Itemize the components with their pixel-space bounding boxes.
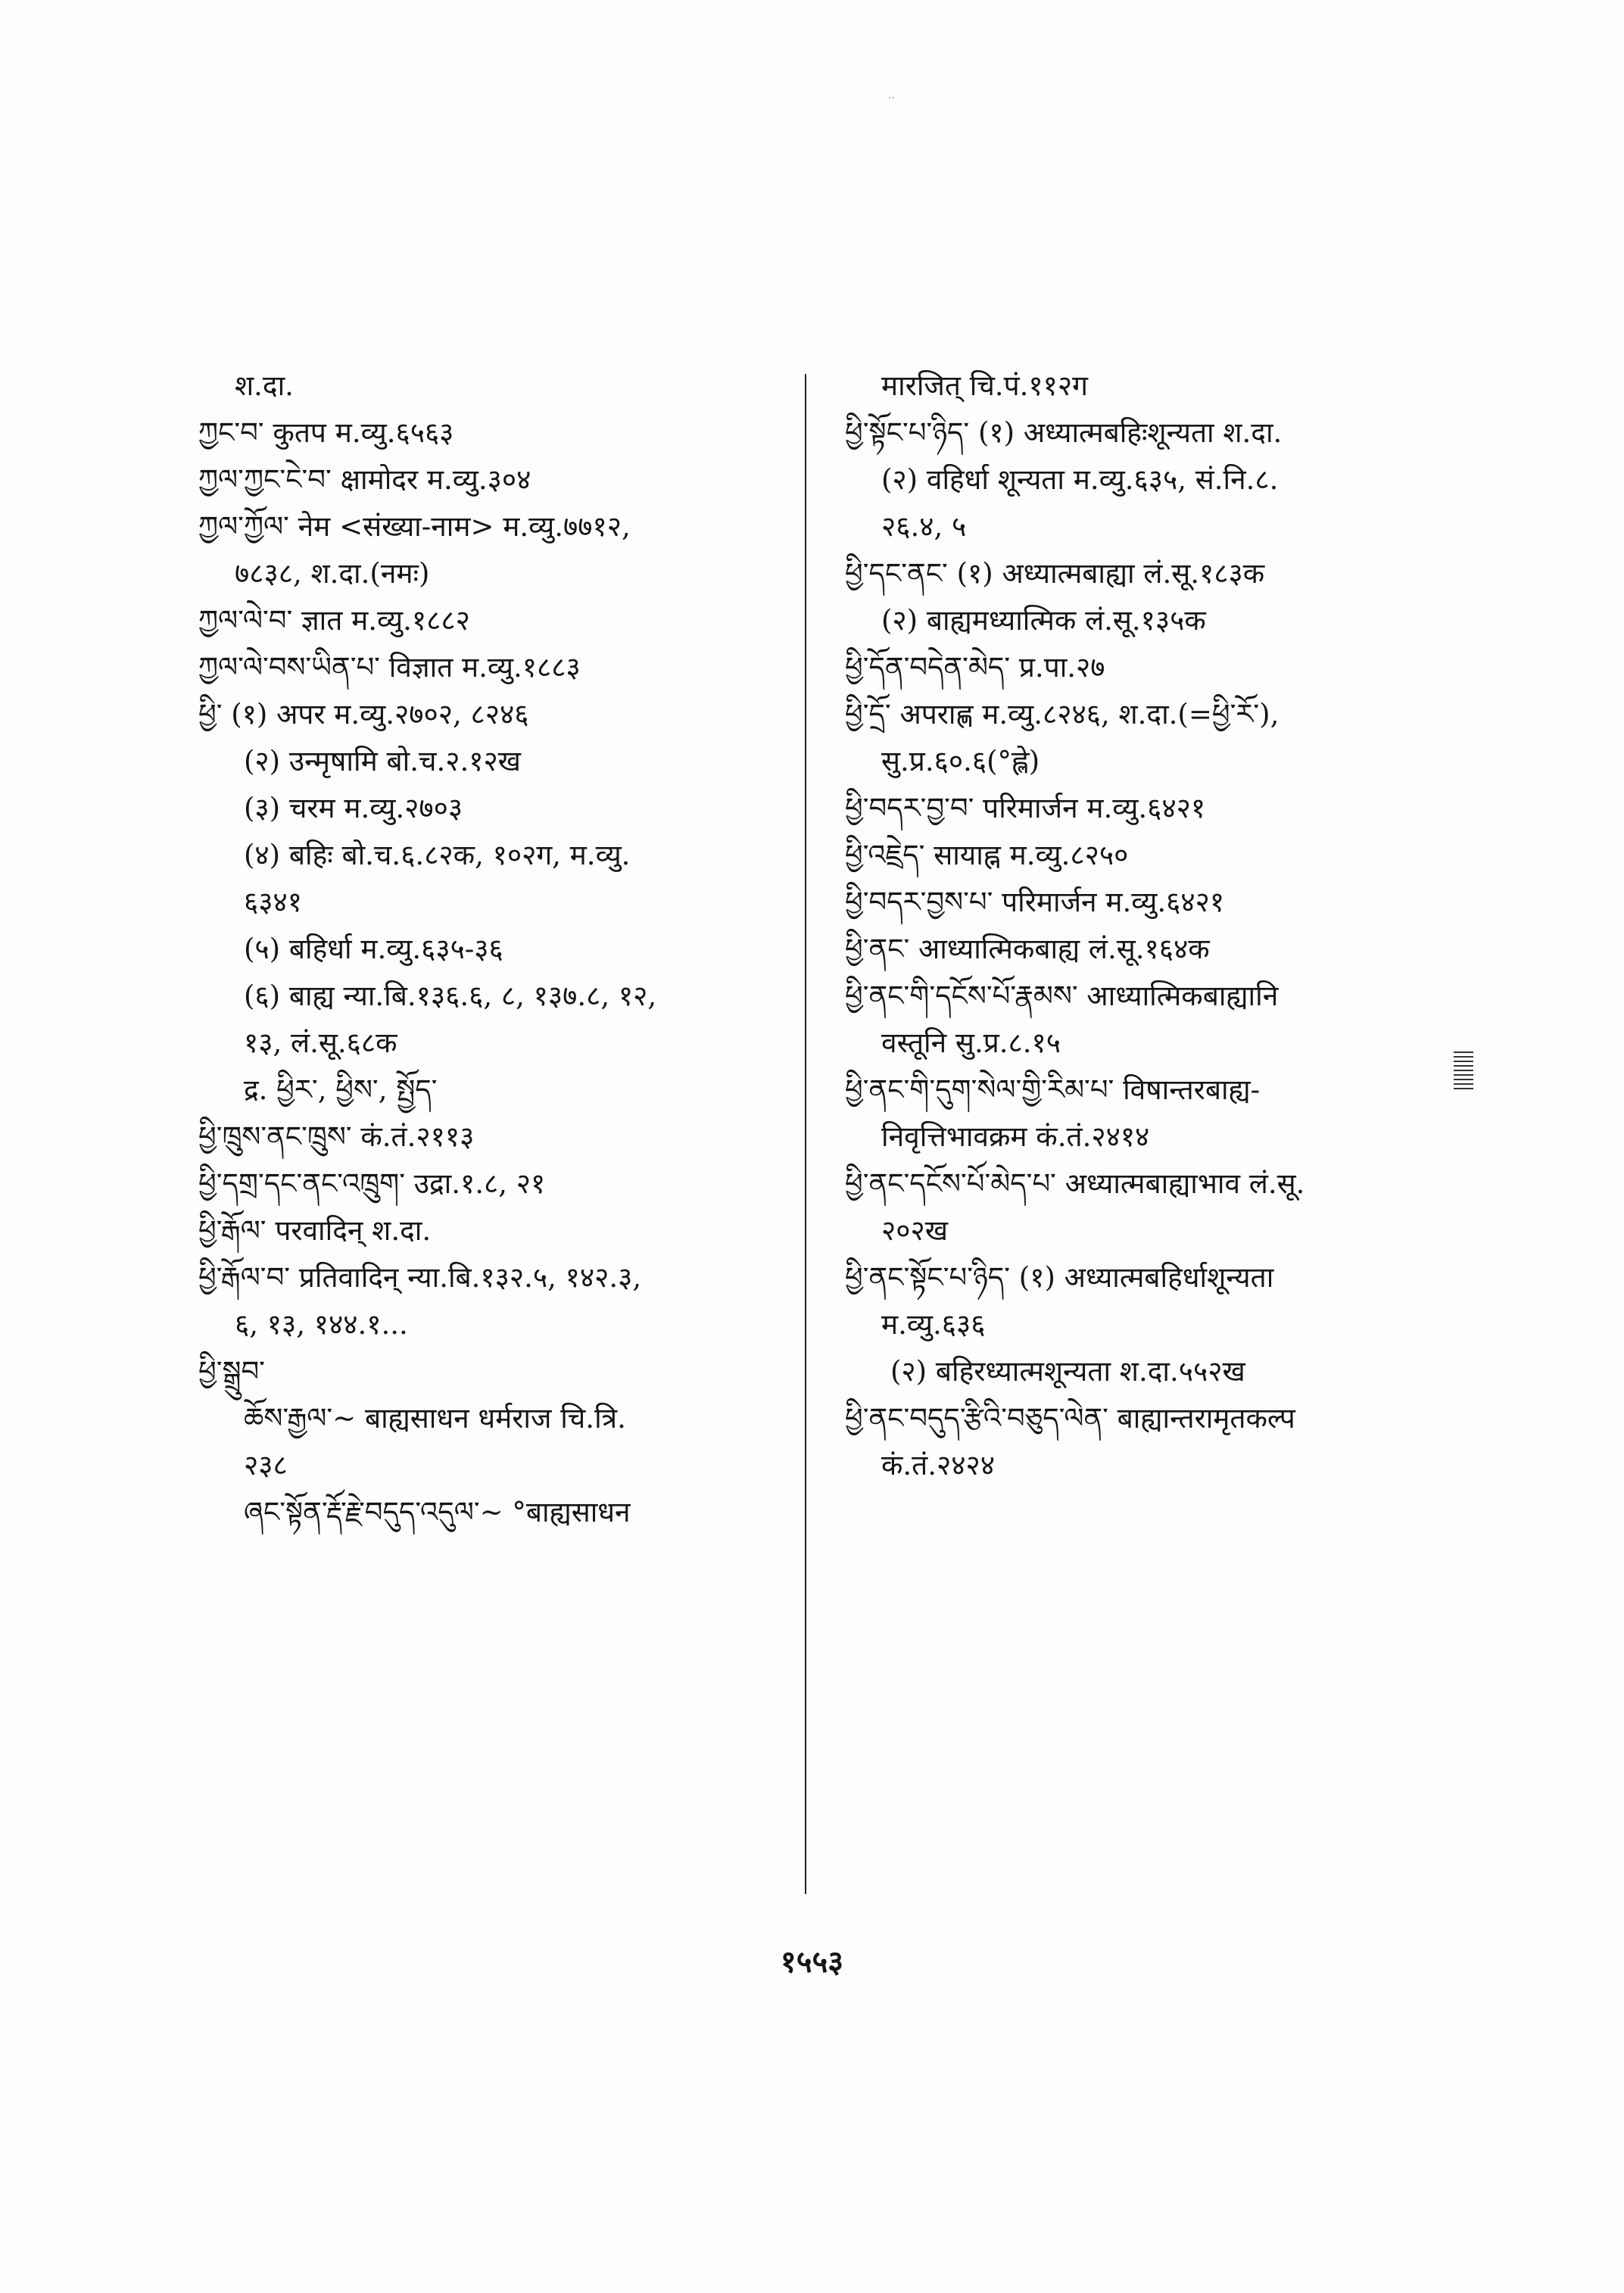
entry-line: २३८ [244,1449,288,1481]
entry-line: वस्तूनि सु.प्र.८.१५ [881,1027,1061,1059]
entry-line: १३, लं.सू.६८क [244,1027,397,1059]
entry-line: ཕྱི་དོན་བདེན་མེད་ प्र.पा.२७ [845,651,1105,684]
entry-line: सु.प्र.६०.६(°ह्ले) [881,745,1040,777]
entry-line: ཕྱི་དང་ནང་ (१) अध्यात्मबाह्या लं.सू.१८३क [845,557,1265,590]
entry-line: ཀྱལ་ལེ་བ་ ज्ञात म.व्यु.१८८२ [198,604,470,637]
entry-line: (६) बाह्य न्या.बि.१३६.६, ८, १३७.८, १२, [244,980,657,1012]
entry-line: ཕྱི་ནང་དངོས་པོ་མེད་པ་ अध्यात्मबाह्याभाव लं.सू. [845,1167,1305,1200]
entry-line: ७८३८, श.दा.(नमः) [235,557,430,590]
margin-mark [1454,1051,1473,1091]
entry-line: २६.४, ५ [881,510,967,543]
entry-line: निवृत्तिभावक्रम कं.तं.२४१४ [881,1120,1150,1153]
entry-line: ཕྱི་ཁྲུས་ནང་ཁྲུས་ कं.तं.२११३ [198,1120,475,1153]
entry-line: ཕྱི་ནང་སྟོང་པ་ཉིད་ (१) अध्यात्मबहिर्धाशून्यता [845,1261,1274,1294]
entry-line: (२) वहिर्धा शून्यता म.व्यु.६३५, सं.नि.८. [881,463,1279,496]
entry-line: ཕྱི་ནང་གི་དངོས་པོ་རྣམས་ आध्यात्मिकबाह्यानि [845,980,1279,1012]
entry-line: ६३४१ [244,886,302,918]
entry-line: ཕྱི་སྒྲུབ་ [198,1355,265,1388]
entry-line: (२) बाह्यमध्यात्मिक लं.सू.१३५क [881,604,1206,637]
entry-line: ཕྱི་བདར་བྱ་བ་ परिमार्जन म.व्यु.६४२१ [845,792,1206,824]
entry-line: ཀྱལ་ལེ་བས་ཡིན་པ་ विज्ञात म.व्यु.१८८३ [198,651,581,684]
entry-line: (२) उन्मृषामि बो.च.२.१२ख [244,745,521,777]
entry-line: ཕྱི་འཇྲེད་ सायाह्न म.व्यु.८२५० [845,839,1129,871]
entry-line: ཕྱི་དྲོ་ अपराह्ण म.व्यु.८२४६, श.दा.(=ཕྱི་རོ་), [845,698,1280,731]
column-divider [805,374,806,1894]
entry-line: ཞང་སྟོན་རྡོ་རྗེ་བདུད་འདུལ་~ °बाह्यसाधन [244,1496,631,1528]
entry-line: श.दा. [235,369,294,402]
entry-line: ཕྱི་རྒོལ་བ་ प्रतिवादिन् न्या.बि.१३२.५, १४२.३, [198,1261,642,1294]
entry-line: ६, १३, १४४.१... [235,1308,408,1341]
entry-line: ཕྱི་ནང་ आध्यात्मिकबाह्य लं.सू.१६४क [845,933,1210,965]
entry-line: द्र. ཕྱིར་, ཕྱིས་, སྤྱོད་ [244,1073,438,1106]
entry-line: ཕྱི་སྟོང་པ་ཉིད་ (१) अध्यात्मबहिःशून्यता श.दा. [845,416,1283,449]
entry-line: मारजित् चि.पं.११२ग [881,369,1088,402]
entry-line: (५) बहिर्धा म.व्यु.६३५-३६ [244,933,503,965]
entry-line: ཀྱལ་ཀྱོལ་ नेम <संख्या-नाम> म.व्यु.७७१२, [198,510,631,543]
entry-line: ཕྱི་རྒོལ་ परवादिन् श.दा. [198,1214,432,1247]
scan-speck: ·· [888,92,895,104]
entry-line: कं.तं.२४२४ [881,1449,995,1481]
entry-line: ཕྱི་དགྲ་དང་ནང་འཁྲུག་ उद्रा.१.८, २१ [198,1167,546,1200]
entry-line: ཕྱི་ནང་གི་དུག་སེལ་གྱི་རིམ་པ་ विषान्तरबाह्य- [845,1073,1261,1106]
entry-line: ཕྱི་བདར་བྱས་པ་ परिमार्जन म.व्यु.६४२१ [845,886,1225,918]
entry-line: ཕྱི་ནང་བདུད་རྩིའི་བཅུད་ལེན་ बाह्यान्तरामृतकल्प [845,1402,1295,1435]
entry-line: ཕྱི་ (१) अपर म.व्यु.२७०२, ८२४६ [198,698,529,731]
entry-line: ཀྱང་བ་ कुतप म.व्यु.६५६३ [198,416,454,449]
entry-line: (४) बहिः बो.च.६.८२क, १०२ग, म.व्यु. [244,839,631,871]
entry-line: ཆོས་རྒྱལ་~ बाह्यसाधन धर्मराज चि.त्रि. [244,1402,626,1435]
entry-line: (२) बहिरध्यात्मशून्यता श.दा.५५२ख [890,1355,1245,1388]
entry-line: २०२ख [881,1214,948,1247]
entry-line: ཀྱལ་ཀྱང་ངེ་བ་ क्षामोदर म.व्यु.३०४ [198,463,531,496]
entry-line: (३) चरम म.व्यु.२७०३ [244,792,463,824]
page-number: १५५३ [780,1944,844,1980]
entry-line: म.व्यु.६३६ [881,1308,986,1341]
